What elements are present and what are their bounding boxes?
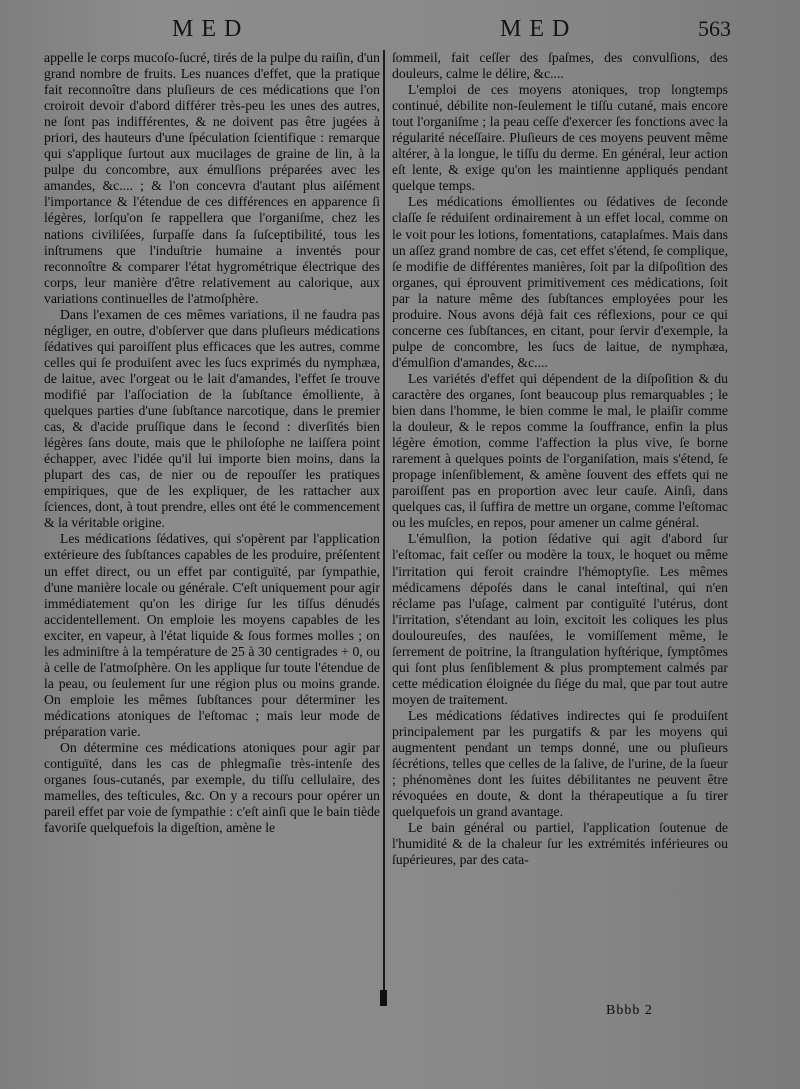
- right-column: [392, 50, 728, 868]
- right-paragraph-5: L'émulſion, la potion ſédative qui agit d'abord ſur l'eſtomac, fait ceſſer ou modère la toux, le hoquet ou même l'irritation qui feroit craindre l'hémoptyſie. Les mêmes médicamens dépoſés dans le canal inteſtinal, qui n'en réclame pas l'uſage, calment par contiguïté l'utérus, dont l'irritation, s'étendant au loin, excitoit les coliques les plus douloureuſes, des nauſées, le vomiſſement même, le ſerrement de poitrine, la ſtrangulation hyſtérique, ſymptômes qui ſont plus ſenſiblement & plus promptement calmés par cette médication éloignée du ſiége du mal, que par tout autre moyen de traitement.: [392, 531, 728, 707]
- column-divider-end: [380, 990, 387, 1006]
- running-header: [0, 16, 800, 50]
- left-paragraph-2: Dans l'examen de ces mêmes variations, il ne faudra pas négliger, en outre, d'obſerver que dans pluſieurs médications ſédatives qui paroiſſent plus efficaces que les autres, comme celles qui ſe produiſent avec les ſucs exprimés du nymphæa, de laitue, avec l'orgeat ou le lait d'amandes, l'effet ſe trouve modifié par l'aſſociation de la ſubſtance émolliente, à quelques parties d'une ſubſtance narcotique, dans le premier cas, & d'acide pruſſique dans le ſecond : diverſités bien légères ſans doute, mais que le philoſophe ne laiſſera point échapper, avec l'idée qu'il lui importe bien moins, dans la plupart des cas, de nier ou de repouſſer les pratiques empiriques, que de les expliquer, de les rattacher aux ſciences, dont, à tout prendre, elles ont été le commencement & la véritable origine.: [44, 306, 380, 531]
- left-paragraph-1: appelle le corps mucoſo-ſucré, tirés de la pulpe du raiſin, d'un grand nombre de fruits. Les nuances d'effet, que la pratique fait reconnoître dans pluſieurs de ces médications que l'on croiroit devoir d'abord différer très-peu les unes des autres, ne ſont pas indifférentes, & ne doivent pas être jugées à priori, des hauteurs d'une ſpéculation ſcientifique : remarque qui s'applique ſurtout aux mucilages de graine de lin, à la pulpe du concombre, aux émulſions préparées avec les amandes, &c.... ; & l'on concevra d'autant plus aiſément l'importance & l'étendue de ces différences en apparence ſi légères, lorſqu'on ſe rappellera que l'organiſme, chez les nations civiliſées, ſurpaſſe dans ſa ſuſceptibilité, tous les inſtrumens que l'induſtrie humaine a inventés pour reconnoître & comparer l'état hygrométrique électrique des corps, leur manière d'être relativement au calorique, aux variations continuelles de l'atmoſphère.: [44, 50, 380, 306]
- right-paragraph-7: Le bain général ou partiel, l'application ſoutenue de l'humidité & de la chaleur ſur les extrémités inférieures ou ſupérieures, par des cata-: [392, 820, 728, 868]
- right-paragraph-6: Les médications ſédatives indirectes qui ſe produiſent principalement par les purgatifs & par les moyens qui augmentent pendant un temps donné, une ou pluſieurs ſécrétions, telles que celles de la ſalive, de l'urine, de la ſueur ; phénomènes dont les ſuites débilitantes ne peuvent être révoquées en doute, & dont la thérapeutique a ſu tirer quelquefois un grand avantage.: [392, 707, 728, 820]
- left-paragraph-4: On détermine ces médications atoniques pour agir par contiguïté, dans les cas de phlegmaſie très-intenſe des organes ſous-cutanés, par exemple, du tiſſu cellulaire, des mamelles, des teſticules, &c. On y a recours pour opérer un pareil effet par voie de ſympathie : c'eſt ainſi que le bain tiède favoriſe quelquefois la digeſtion, amène le: [44, 740, 380, 836]
- left-column: [44, 50, 380, 836]
- header-right-title: MED: [500, 16, 578, 42]
- right-paragraph-3: Les médications émollientes ou ſédatives de ſeconde claſſe ſe réduiſent ordinairement à un effet local, comme on le voit pour les lotions, fomentations, cataplaſmes. Mais dans un aſſez grand nombre de cas, cet effet s'étend, ſe complique, ſe modifie de différentes manières, ſoit par la diſpoſition des organes, qui éprouvent primitivement ces médications, ſoit par la nature même des ſubſtances employées pour les produire. Nous avons déjà fait ces réflexions, pour ce qui concerne ces ſubſtances, en citant, pour ſervir d'exemple, la pulpe de concombre, les ſucs de laitue, de nymphæa, d'émulſion d'amandes, &c....: [392, 194, 728, 370]
- right-paragraph-2: L'emploi de ces moyens atoniques, trop longtemps continué, débilite non-ſeulement le tiſſu cutané, mais encore tout l'organiſme ; la peau ceſſe d'exercer ſes fonctions avec la régularité néceſſaire. Pluſieurs de ces moyens peuvent même altérer, à la longue, le tiſſu du derme. En général, leur action eſt lente, & exige qu'on les maintienne appliqués pendant quelque temps.: [392, 82, 728, 194]
- column-divider: [383, 50, 385, 1005]
- header-left-title: MED: [172, 16, 250, 42]
- page-number: 563: [698, 16, 731, 41]
- left-paragraph-3: Les médications ſédatives, qui s'opèrent par l'application extérieure des ſubſtances capables de les produire, préſentent un effet direct, ou un effet par contiguïté, par ſympathie, d'une manière locale ou générale. C'eſt uniquement pour agir immédiatement qu'on les dirige ſur les tiſſus dénudés accidentellement. On emploie les moyens capables de les exciter, en vapeur, à l'état liquide & ſous formes molles ; on les adminiſtre à la température de 25 à 30 centigrades + 0, ou à celle de l'atmoſphère. On les applique ſur toute l'étendue de la peau, ou ſeulement ſur une région plus ou moins grande. On emploie les mêmes ſubſtances pour déterminer les médications atoniques de l'eſtomac ; mais leur mode de préparation varie.: [44, 531, 380, 739]
- signature-mark: Bbbb 2: [606, 1003, 653, 1018]
- right-paragraph-4: Les variétés d'effet qui dépendent de la diſpoſition & du caractère des organes, ſont beaucoup plus remarquables ; le bien dans l'homme, le bien comme le mal, le plaiſir comme la douleur, & le repos comme la ſouffrance, enfin la plus légère émotion, comme l'affection la plus vive, ſe borne rarement à quelques points de l'organiſation, mais s'étend, ſe propage inſenſiblement, & amène ſouvent des effets qui ne paroiſſent pas en proportion avec leur cauſe. Ainſi, dans quelques cas, il ſuffira de mettre un organe, comme l'eſtomac ou les muſcles, en repos, pour amener un calme général.: [392, 370, 728, 531]
- right-paragraph-1: ſommeil, fait ceſſer des ſpaſmes, des convulſions, des douleurs, calme le délire, &c....: [392, 50, 728, 82]
